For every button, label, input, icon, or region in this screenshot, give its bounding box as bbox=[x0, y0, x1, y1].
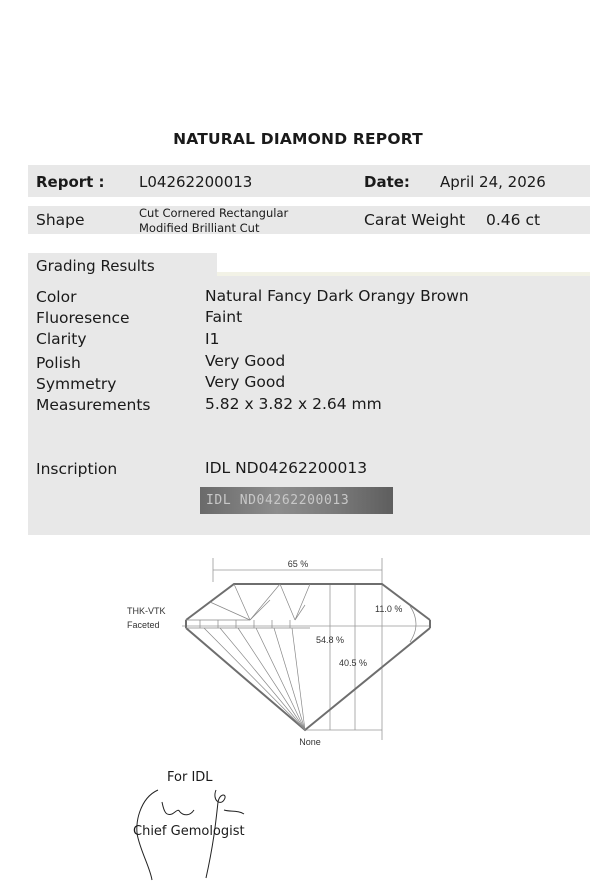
carat-value: 0.46 ct bbox=[486, 211, 541, 229]
inscription-value: IDL ND04262200013 bbox=[205, 459, 368, 477]
carat-label: Carat Weight bbox=[364, 211, 466, 229]
laser-inscription-photo: IDL ND04262200013 bbox=[200, 487, 393, 514]
diamond-proportion-diagram bbox=[120, 550, 450, 755]
grading-value-measurements: 5.82 x 3.82 x 2.64 mm bbox=[205, 395, 382, 413]
crown-percentage: 11.0 % bbox=[375, 604, 403, 614]
culet-size: None bbox=[299, 737, 321, 747]
grading-value-color: Natural Fancy Dark Orangy Brown bbox=[205, 287, 469, 305]
date-value: April 24, 2026 bbox=[440, 173, 546, 191]
report-label: Report : bbox=[36, 173, 105, 191]
pavilion-percentage: 40.5 % bbox=[339, 658, 368, 668]
grading-label-fluorescence: Fluoresence bbox=[36, 309, 130, 327]
total-depth-percentage: 54.8 % bbox=[316, 635, 345, 645]
grading-label-color: Color bbox=[36, 288, 77, 306]
date-label: Date: bbox=[364, 173, 410, 191]
grading-value-polish: Very Good bbox=[205, 352, 286, 370]
signature-for-text: For IDL bbox=[167, 770, 213, 785]
grading-label-measurements: Measurements bbox=[36, 396, 151, 414]
grading-label-symmetry: Symmetry bbox=[36, 375, 117, 393]
report-title: NATURAL DIAMOND REPORT bbox=[173, 130, 423, 148]
grading-heading: Grading Results bbox=[36, 257, 155, 275]
grading-label-clarity: Clarity bbox=[36, 330, 87, 348]
table-percentage: 65 % bbox=[287, 559, 309, 569]
shape-value-line2: Modified Brilliant Cut bbox=[139, 221, 260, 235]
shape-label: Shape bbox=[36, 211, 85, 229]
report-number: L04262200013 bbox=[139, 173, 253, 191]
grading-value-symmetry: Very Good bbox=[205, 373, 286, 391]
inscription-label: Inscription bbox=[36, 460, 118, 478]
shape-value-line1: Cut Cornered Rectangular bbox=[139, 206, 289, 220]
grading-value-fluorescence: Faint bbox=[205, 308, 243, 326]
girdle-finish: Faceted bbox=[127, 620, 160, 630]
signature-title: Chief Gemologist bbox=[133, 824, 245, 839]
girdle-thickness: THK-VTK bbox=[127, 606, 166, 616]
grading-label-polish: Polish bbox=[36, 354, 81, 372]
grading-value-clarity: I1 bbox=[205, 330, 220, 348]
